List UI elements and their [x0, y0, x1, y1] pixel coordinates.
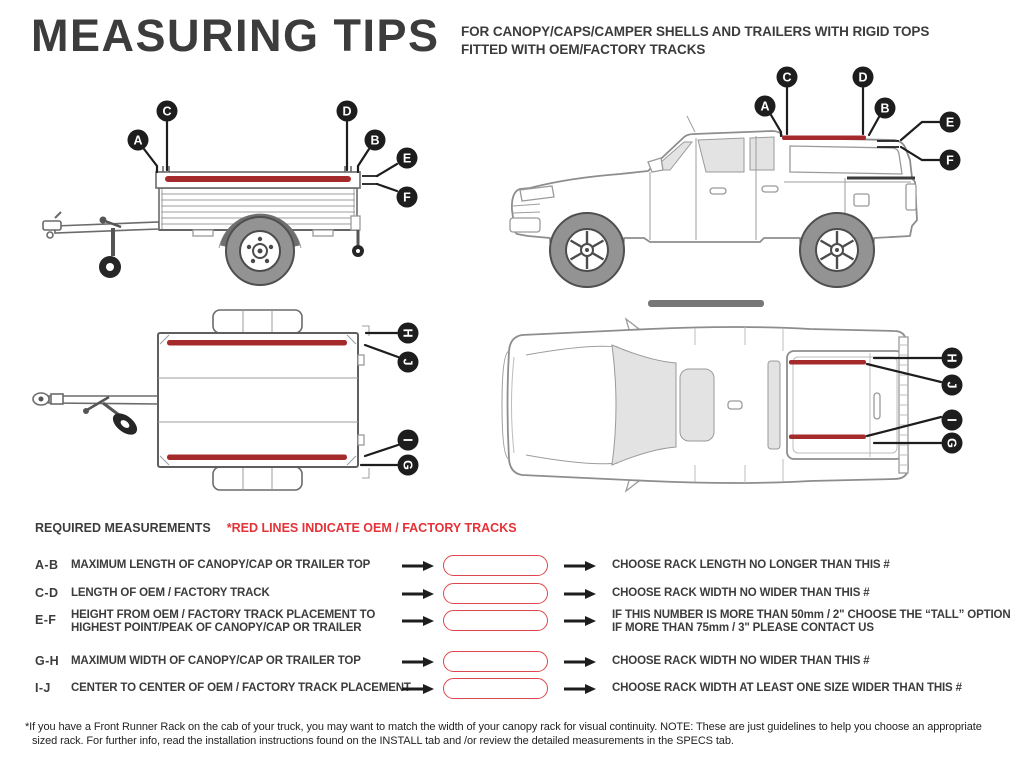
subtitle-line-2: FITTED WITH OEM/FACTORY TRACKS [461, 41, 706, 57]
svg-text:C: C [162, 104, 172, 119]
guidance-text: CHOOSE RACK WIDTH NO WIDER THAN THIS # [612, 587, 870, 599]
section-title: REQUIRED MEASUREMENTS [35, 521, 211, 535]
door-handle [762, 186, 778, 192]
truck-top-view-drawing [500, 305, 1005, 510]
svg-text:H: H [400, 328, 415, 338]
guidance-text: CHOOSE RACK LENGTH NO LONGER THAN THIS # [612, 559, 890, 571]
measurement-row-ij [35, 678, 1020, 708]
trailer-top-view-drawing [25, 300, 445, 505]
footnote-line-1: *If you have a Front Runner Rack on the cab of your truck, you may want to match the width of your canopy rack for visual continuity. NOTE: These are just guidelines to help you choose an appropriate [25, 721, 982, 733]
range-label: C-D [35, 586, 59, 600]
red-track-line [165, 176, 351, 182]
svg-text:B: B [370, 133, 380, 148]
windshield [612, 345, 676, 465]
arrow-right-icon [563, 615, 597, 627]
trailer-body [33, 310, 369, 490]
label-g [398, 455, 419, 476]
door-handle [710, 188, 726, 194]
measurement-description-line2: HIGHEST POINT/PEAK OF CANOPY/CAP OR TRAILER [71, 622, 362, 635]
canopy-window [790, 146, 902, 174]
label-c [157, 101, 178, 122]
label-c [777, 67, 798, 88]
front-wheel [550, 213, 624, 287]
svg-text:H: H [944, 353, 959, 363]
truck-body [502, 319, 908, 491]
pointer-lines [361, 333, 398, 465]
guidance-text: IF THIS NUMBER IS MORE THAN 50mm / 2" CHOOSE THE “TALL” OPTION [612, 609, 1011, 621]
arrow-right-icon [563, 588, 597, 600]
measurement-description: CENTER TO CENTER OF OEM / FACTORY TRACK PLACEMENT [71, 682, 411, 694]
svg-text:J: J [944, 381, 959, 389]
arrow-right-icon [563, 683, 597, 695]
svg-text:G: G [944, 438, 959, 448]
red-track-legend: *RED LINES INDICATE OEM / FACTORY TRACKS [226, 521, 517, 535]
tire-bottom [213, 467, 302, 490]
measurement-value-field [443, 555, 548, 576]
svg-text:E: E [402, 151, 412, 166]
footnote-line-2: sized rack. For further info, read the installation instructions found on the INSTALL tab and /or review the detailed measurements in the SPECS tab. [32, 734, 734, 747]
guidance-text: CHOOSE RACK WIDTH NO WIDER THAN THIS # [612, 655, 870, 667]
label-e [397, 148, 418, 169]
svg-text:B: B [880, 101, 890, 116]
tire-top [213, 310, 302, 333]
sunroof [680, 369, 714, 441]
label-j [398, 352, 419, 373]
label-a [128, 130, 149, 151]
front-door-window [698, 138, 744, 172]
arrow-right-icon [401, 588, 435, 600]
arrow-right-icon [401, 615, 435, 627]
guidance-text: CHOOSE RACK WIDTH AT LEAST ONE SIZE WIDER THAN THIS # [612, 682, 962, 694]
svg-text:D: D [342, 104, 352, 119]
trailer-side-view-drawing [25, 88, 445, 300]
measurement-row-gh [35, 651, 1020, 681]
label-f [940, 150, 961, 171]
hatch-handle [874, 393, 880, 419]
antenna [687, 116, 695, 132]
measurement-description: MAXIMUM WIDTH OF CANOPY/CAP OR TRAILER TOP [71, 655, 361, 667]
measurement-description: LENGTH OF OEM / FACTORY TRACK [71, 587, 270, 599]
measurements-header [35, 521, 517, 535]
label-a [755, 96, 776, 117]
truck-body [510, 116, 917, 307]
svg-text:C: C [782, 70, 792, 85]
red-track-line [789, 360, 866, 365]
subtitle-line-1: FOR CANOPY/CAPS/CAMPER SHELLS AND TRAILERS WITH RIGID TOPS [461, 24, 930, 39]
red-track-line [789, 435, 866, 440]
measurement-row-ef [35, 610, 1020, 640]
svg-text:A: A [760, 99, 770, 114]
arrow-right-icon [401, 560, 435, 572]
svg-text:D: D [858, 70, 868, 85]
arrow-right-icon [401, 683, 435, 695]
measurement-value-field [443, 583, 548, 604]
label-i [398, 430, 419, 451]
svg-text:F: F [946, 153, 954, 168]
label-h [398, 323, 419, 344]
page-title: MEASURING TIPS [31, 10, 440, 61]
range-label: A-B [35, 558, 59, 572]
red-track-line [167, 455, 347, 461]
hitch-coupler [43, 221, 61, 230]
range-label: I-J [35, 681, 51, 695]
range-label: E-F [35, 613, 57, 627]
label-b [365, 130, 386, 151]
measurement-description: MAXIMUM LENGTH OF CANOPY/CAP OR TRAILER TOP [71, 559, 371, 571]
footnote [25, 721, 1017, 749]
measurement-row-ab [35, 555, 1020, 585]
label-g [942, 433, 963, 454]
trailer-body [43, 166, 364, 285]
range-label: G-H [35, 654, 60, 668]
tail-light [906, 184, 916, 210]
page-subtitle [461, 23, 929, 58]
label-i [942, 410, 963, 431]
measurement-value-field [443, 610, 548, 631]
svg-text:I: I [400, 438, 415, 442]
svg-text:E: E [945, 115, 955, 130]
label-d [853, 67, 874, 88]
arrow-right-icon [401, 656, 435, 668]
trailer-wheel [226, 217, 294, 285]
svg-text:F: F [403, 190, 411, 205]
label-b [875, 98, 896, 119]
red-track-line [167, 340, 347, 346]
rear-cab-window [768, 361, 780, 449]
label-f [397, 187, 418, 208]
svg-text:J: J [400, 358, 415, 366]
label-d [337, 101, 358, 122]
label-j [942, 375, 963, 396]
label-e [940, 112, 961, 133]
svg-text:I: I [944, 418, 959, 422]
rear-door-window [750, 137, 774, 170]
svg-text:G: G [400, 460, 415, 470]
red-track-line [782, 136, 866, 141]
rear-wheel [800, 213, 874, 287]
measurement-value-field [443, 678, 548, 699]
guidance-text-line2: IF MORE THAN 75mm / 3" PLEASE CONTACT US [612, 622, 874, 635]
measurement-value-field [443, 651, 548, 672]
truck-side-view-drawing [498, 60, 1018, 308]
fuel-door [854, 194, 869, 206]
arrow-right-icon [563, 656, 597, 668]
arrow-right-icon [563, 560, 597, 572]
label-h [942, 348, 963, 369]
measurement-description: HEIGHT FROM OEM / FACTORY TRACK PLACEMENT TO [71, 609, 376, 621]
svg-text:A: A [133, 133, 143, 148]
